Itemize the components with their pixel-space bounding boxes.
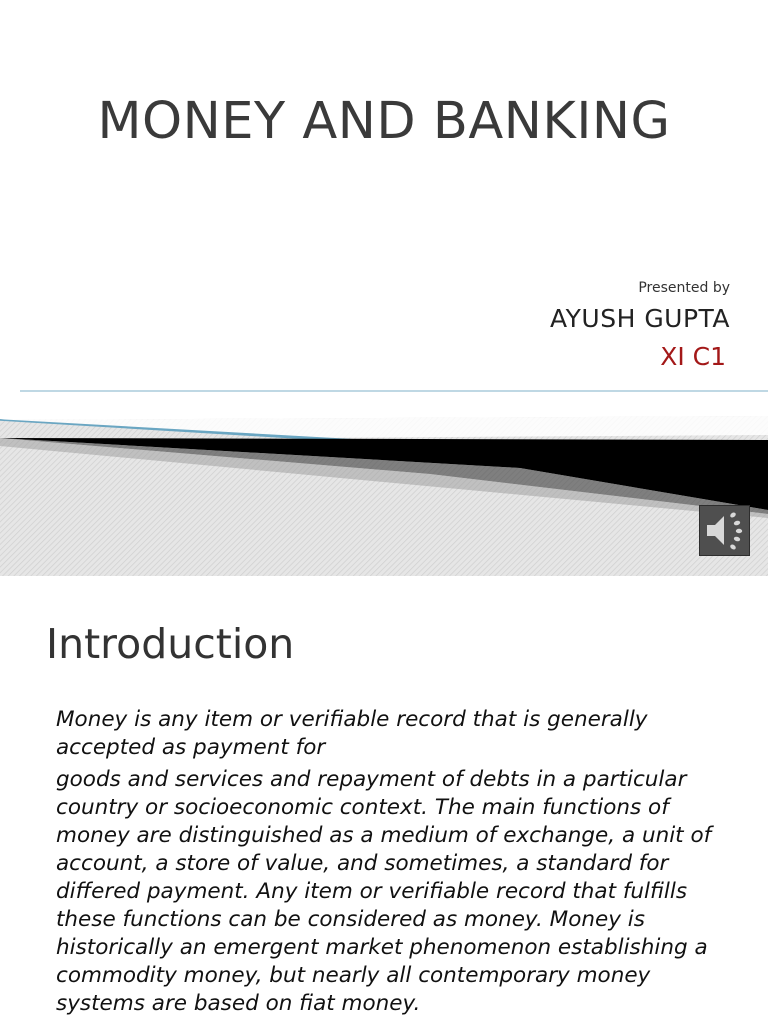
section-heading: Introduction: [46, 620, 295, 668]
author-name: AYUSH GUPTA: [549, 304, 730, 333]
presented-by-label: Presented by: [638, 280, 730, 296]
paragraph-2: goods and services and repayment of debts in a particular country or socioeconomic context. The main functions of money are distinguished as a medium of exchange, a unit of account, a store of value, and sometimes, a standard for differed payment. Any item or verifiable record that fulfills these functions can be considered as money. Money is historically an emergent market phenomenon establishing a commodity money, but nearly all contemporary money systems are based on fiat money.: [56, 767, 712, 1016]
slide-title: MONEY AND BANKING: [97, 92, 671, 151]
speaker-icon: [700, 506, 749, 555]
decorative-band: [0, 380, 768, 576]
class-label: XI C1: [660, 342, 726, 371]
introduction-slide: [0, 586, 768, 1024]
body-text: [56, 706, 736, 1018]
audio-play-button[interactable]: [699, 505, 750, 556]
paragraph-1: Money is any item or verifiable record that is generally accepted as payment for: [56, 707, 648, 760]
